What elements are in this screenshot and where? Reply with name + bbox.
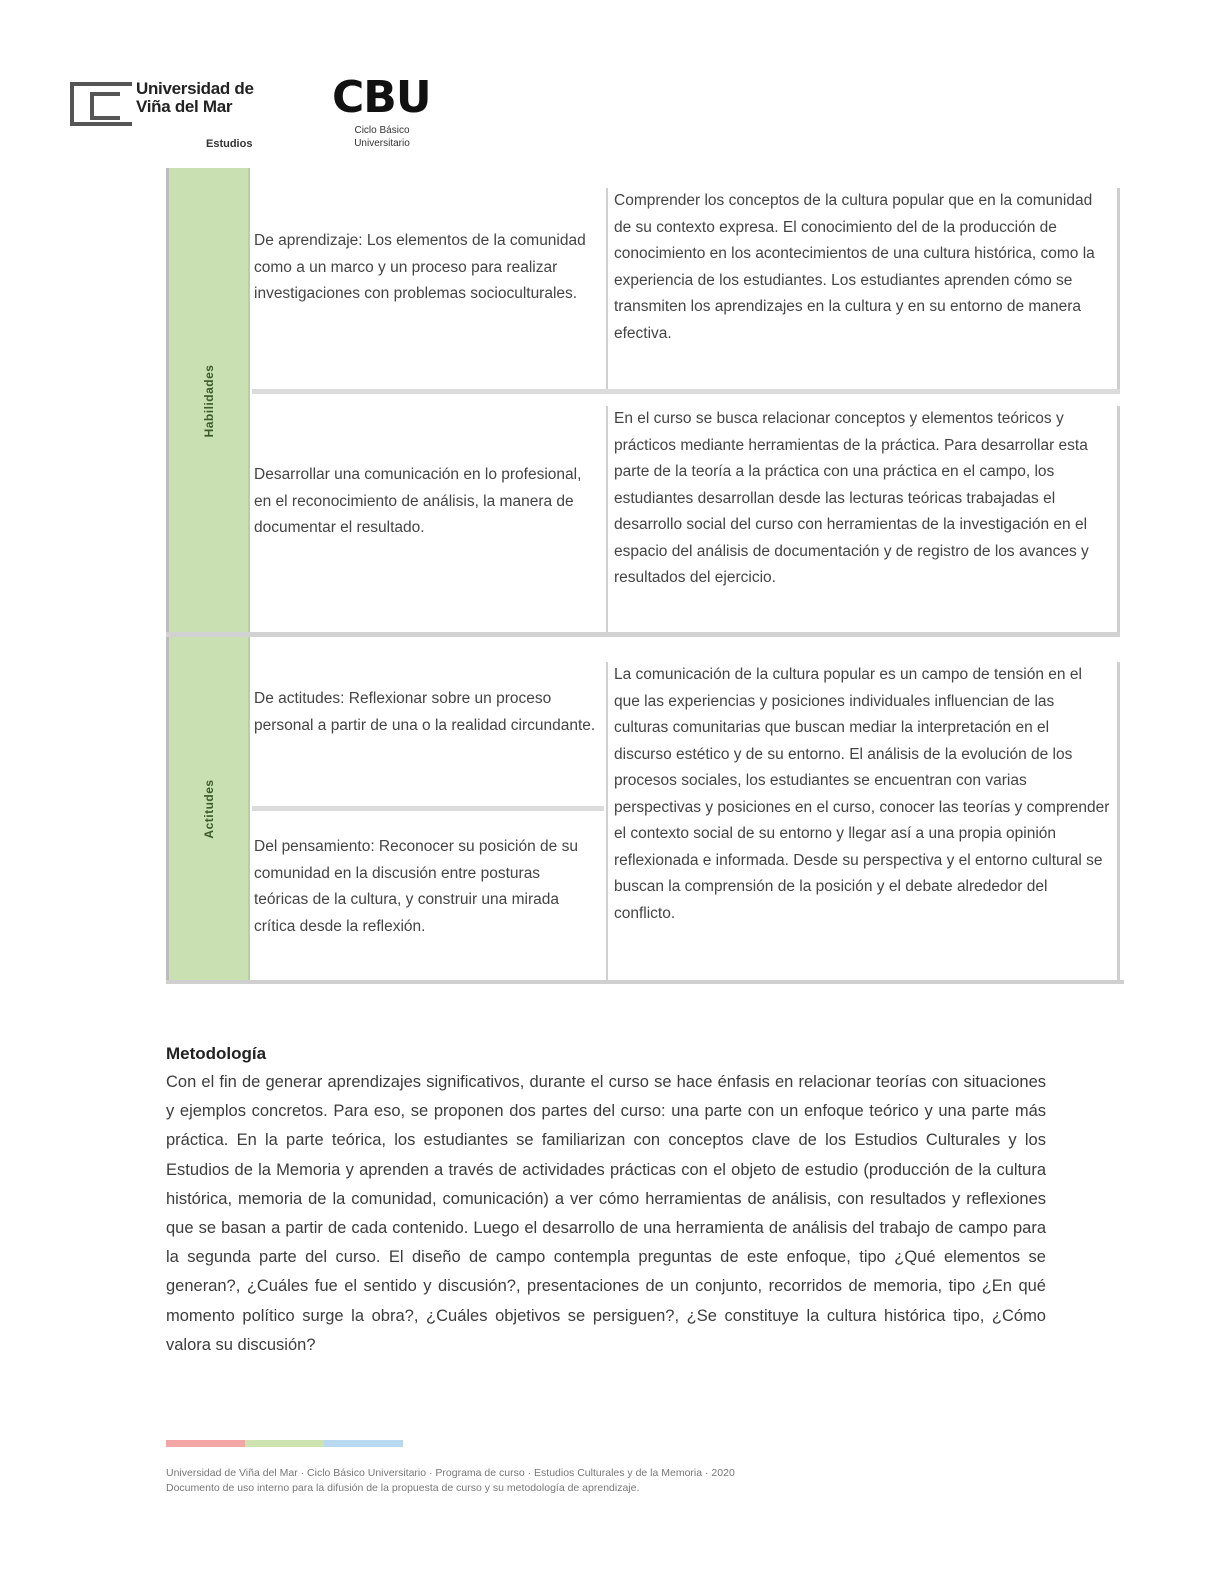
color-bar-red <box>166 1440 245 1447</box>
competence-cell: De actitudes: Reflexionar sobre un proceso personal a partir de una o la realidad circundante. <box>254 690 596 734</box>
color-bar-green <box>245 1440 324 1447</box>
cbu-logo-text: CBU <box>332 72 431 123</box>
group-label: Habilidades <box>201 364 216 438</box>
competence-cell: De aprendizaje: Los elementos de la comunidad como a un marco y un proceso para realizar investigaciones con problemas socioculturales. <box>254 232 586 302</box>
university-logo-mark <box>70 82 132 126</box>
competence-cell: Del pensamiento: Reconocer su posición de su comunidad en la discusión entre posturas teóricas de la cultura, y construir una mirada crítica desde la reflexión. <box>254 838 578 935</box>
competences-table <box>166 168 1124 984</box>
row-divider <box>252 806 604 811</box>
footer-color-bar <box>166 1440 404 1447</box>
footer-line: Universidad de Viña del Mar · Ciclo Básico Universitario · Programa de curso · Estudios Culturales y de la Memoria · 2020 <box>166 1467 735 1479</box>
methodology-title: Metodología <box>166 1044 267 1063</box>
group-label-cell <box>166 637 250 980</box>
methodology-section <box>166 1040 1046 1360</box>
page-footer <box>166 1466 906 1496</box>
university-logo-subtitle: Estudios <box>206 138 253 150</box>
description-cell: La comunicación de la cultura popular es un campo de tensión en el que las experiencias y posiciones individuales influencian de las culturas comunitarias que buscan mediar la interpretación en el discurso estético y de su entorno. El análisis de la evolución de los procesos sociales, los estudiantes se encuentran con varias perspectivas y posiciones en el curso, conocer las teorías y comprender el contexto social de su entorno y llegar así a una propia opinión reflexionada e informada. Desde su perspectiva y el entorno cultural se buscan la comprensión de la posición y el debate alrededor del conflicto. <box>606 662 1120 980</box>
cbu-logo-subtitle: Ciclo Básico Universitario <box>354 125 410 149</box>
description-cell: Comprender los conceptos de la cultura popular que en la comunidad de su contexto expresa. El conocimiento del de la producción de conocimiento en los acontecimientos de una cultura histórica, como la experiencia de los estudiantes. Los estudiantes aprenden cómo se transmiten los aprendizajes en la cultura y en su entorno de manera efectiva. <box>606 188 1120 394</box>
header-logos <box>70 72 450 166</box>
methodology-body: Con el fin de generar aprendizajes significativos, durante el curso se hace énfasis en relacionar teorías con situaciones y ejemplos concretos. Para eso, se proponen dos partes del curso: una parte con un enfoque teórico y una parte más práctica. En la parte teórica, los estudiantes se familiarizan con conceptos clave de los Estudios Culturales y los Estudios de la Memoria y aprenden a través de actividades prácticas con el objeto de estudio (producción de la cultura histórica, memoria de la comunidad, comunicación) a ver cómo herramientas de análisis, con resultados y reflexiones que se basan a partir de cada contenido. Luego el desarrollo de una herramienta de análisis del trabajo de campo para la segunda parte del curso. El diseño de campo contempla preguntas de este enfoque, tipo ¿Qué elementos se generan?, ¿Cuáles fue el sentido y discusión?, presentaciones de un conjunto, recorridos de memoria, tipo ¿En qué momento político surge la obra?, ¿Cuáles objetivos se persiguen?, ¿Se constituye la cultura histórica tipo, ¿Cómo valora su discusión? <box>166 1073 1046 1354</box>
row-divider <box>252 389 1120 394</box>
group-label: Actitudes <box>201 778 216 839</box>
group-divider <box>166 632 1120 637</box>
university-logo-text: Universidad de Viña del Mar <box>136 79 254 116</box>
competence-cell: Desarrollar una comunicación en lo profesional, en el reconocimiento de análisis, la manera de documentar el resultado. <box>254 466 582 536</box>
description-cell: En el curso se busca relacionar conceptos y elementos teóricos y prácticos mediante herramientas de la práctica. Para desarrollar esta parte de la teoría a la práctica con una práctica en el campo, los estudiantes desarrollan desde las lecturas teóricas trabajadas el desarrollo social del curso con herramientas de la investigación en el espacio del análisis de documentación y de registro de los avances y resultados del ejercicio. <box>606 406 1120 634</box>
footer-line: Documento de uso interno para la difusión de la propuesta de curso y su metodología de aprendizaje. <box>166 1482 640 1494</box>
color-bar-blue <box>324 1440 403 1447</box>
group-label-cell <box>166 168 250 634</box>
university-logo <box>70 76 270 158</box>
cbu-logo <box>332 72 442 158</box>
